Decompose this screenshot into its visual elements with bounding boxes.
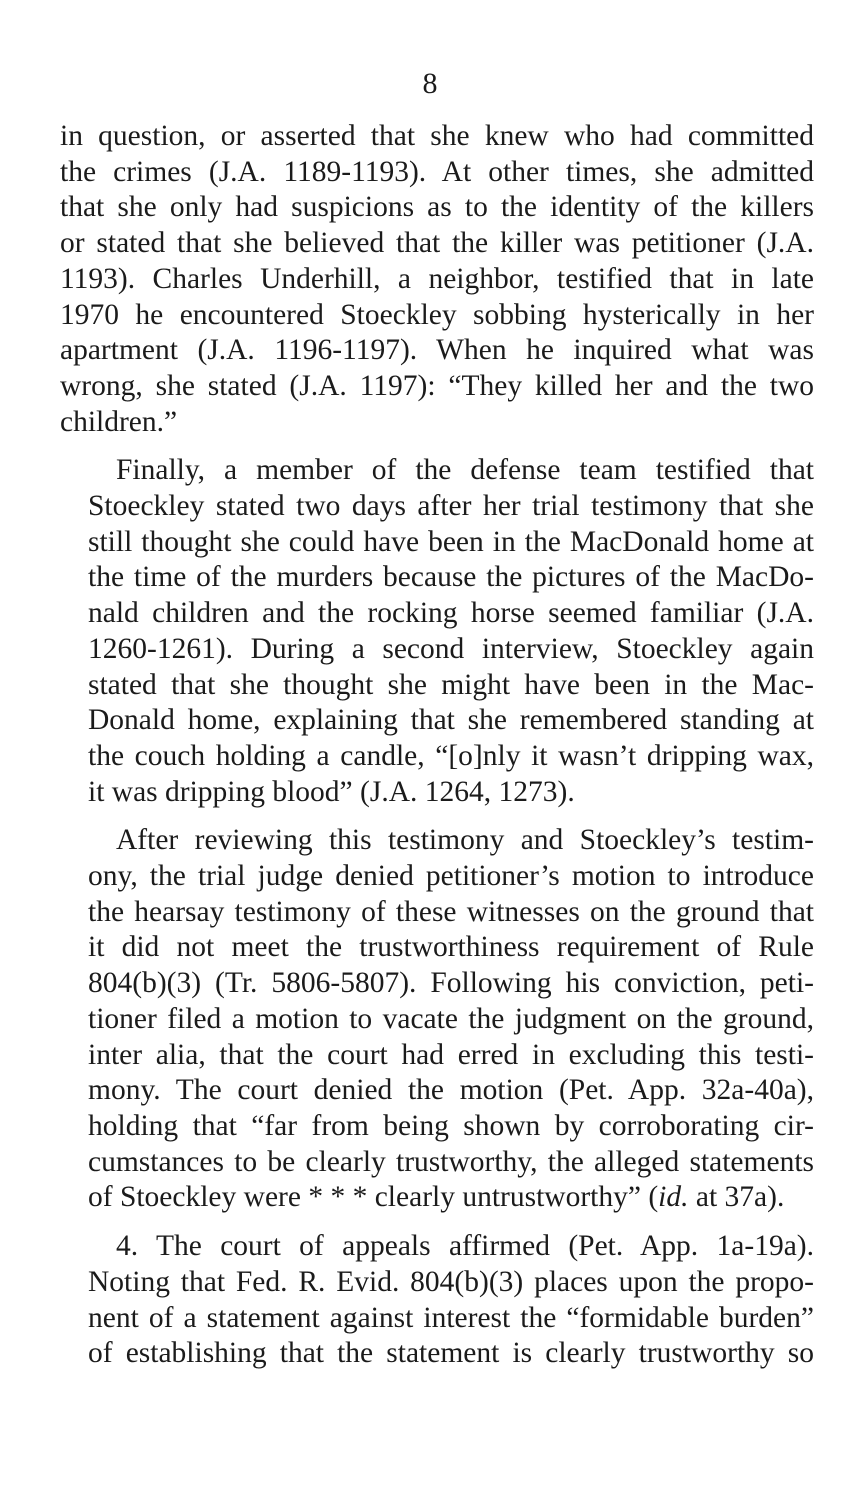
text-line: 1193). Charles Underhill, a neighbor, testified that in late [60, 262, 814, 295]
body-text [60, 119, 814, 1372]
text-line: Donald home, explaining that she remembered standing at [88, 704, 814, 737]
paragraph-3 [60, 823, 814, 1216]
page-number: 8 [422, 67, 438, 100]
paragraph-4 [60, 1229, 814, 1372]
text-line: mony. The court denied the motion (Pet. App. 32a-40a), [88, 1074, 814, 1107]
paragraph-2 [60, 453, 814, 810]
text-line: that she only had suspicions as to the identity of the killers [60, 191, 814, 224]
text-line-end: at 37a). [688, 1181, 785, 1214]
text-line: 804(b)(3) (Tr. 5806-5807). Following his conviction, peti- [88, 967, 814, 1000]
text-line: Finally, a member of the defense team testified that [116, 454, 814, 487]
text-line: stated that she thought she might have been in the Mac- [88, 668, 814, 701]
text-line: Stoeckley stated two days after her trial testimony that she [88, 490, 814, 523]
text-line: the time of the murders because the pictures of the MacDo- [88, 561, 814, 594]
text-line: it did not meet the trustworthiness requirement of Rule [88, 931, 814, 964]
text-line: nent of a statement against interest the “formidable burden” [88, 1301, 814, 1334]
text-line: children.” [60, 405, 178, 438]
text-line: After reviewing this testimony and Stoeckley’s testim- [116, 824, 814, 857]
text-line: the crimes (J.A. 1189-1193). At other times, she admitted [60, 155, 814, 188]
text-line: still thought she could have been in the MacDonald home at [88, 525, 814, 558]
text-line: holding that “far from being shown by corroborating cir- [88, 1109, 814, 1142]
italic-citation: id. [658, 1181, 689, 1214]
text-line-start: of Stoeckley were * * * clearly untrustworthy” ( [88, 1181, 659, 1214]
text-line: Noting that Fed. R. Evid. 804(b)(3) places upon the propo- [88, 1265, 814, 1298]
text-line: apartment (J.A. 1196-1197). When he inquired what was [60, 334, 814, 367]
text-line: cumstances to be clearly trustworthy, the alleged statements [88, 1145, 814, 1178]
text-line: the hearsay testimony of these witnesses on the ground that [88, 895, 814, 928]
text-line: 1260-1261). During a second interview, Stoeckley again [88, 632, 814, 665]
text-line: of establishing that the statement is clearly trustworthy so [88, 1337, 814, 1370]
text-line: 4. The court of appeals affirmed (Pet. App. 1a-19a). [116, 1230, 814, 1263]
text-line: or stated that she believed that the killer was petitioner (J.A. [60, 227, 814, 260]
text-line: wrong, she stated (J.A. 1197): “They killed her and the two [60, 369, 814, 402]
text-line: 1970 he encountered Stoeckley sobbing hysterically in her [60, 298, 814, 331]
text-line: the couch holding a candle, “[o]nly it wasn’t dripping wax, [88, 739, 814, 772]
text-line-with-citation [60, 1180, 814, 1216]
text-line: nald children and the rocking horse seemed familiar (J.A. [88, 597, 814, 630]
text-line: tioner filed a motion to vacate the judgment on the ground, [88, 1002, 814, 1035]
paragraph-1 [60, 119, 814, 440]
text-line: in question, or asserted that she knew who had committed [60, 120, 814, 152]
text-line: inter alia, that the court had erred in excluding this testi- [88, 1038, 814, 1071]
text-line: it was dripping blood” (J.A. 1264, 1273). [88, 775, 575, 808]
text-line: ony, the trial judge denied petitioner’s motion to introduce [88, 860, 814, 893]
